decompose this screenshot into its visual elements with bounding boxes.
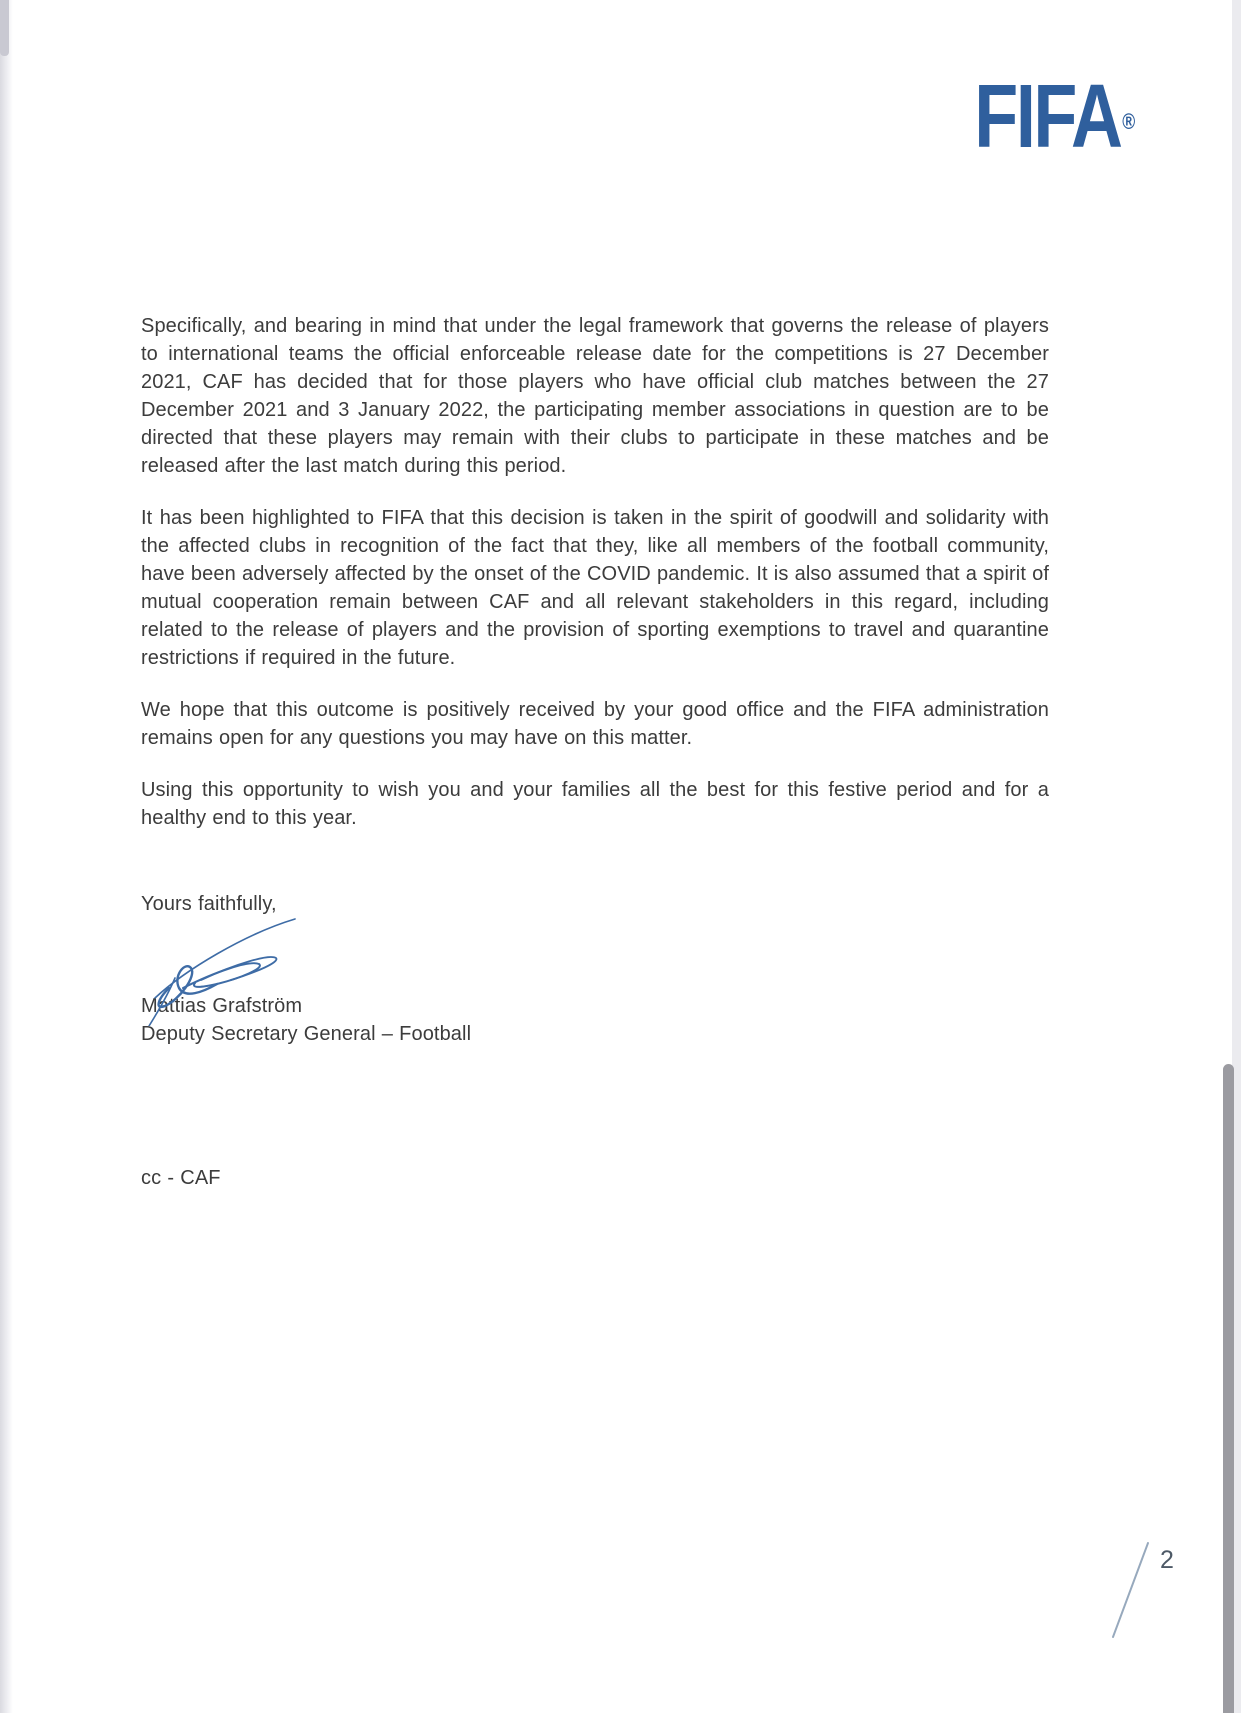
paragraph-goodwill-solidarity: It has been highlighted to FIFA that this decision is taken in the spirit of goodwill and solidarity with the affected clubs in recognition of the fact that they, like all members of the football community, have been adversely affected by the onset of the COVID pandemic. It is also assumed that a spirit of mutual cooperation remain between CAF and all relevant stakeholders in this regard, including related to the release of players and the provision of sporting exemptions to travel and quarantine restrictions if required in the future.: [141, 507, 1050, 669]
page-number-group: [1108, 1538, 1198, 1642]
signatory-title: Deputy Secretary General – Football: [141, 1023, 472, 1045]
vertical-scrollbar-thumb[interactable]: [1223, 1064, 1234, 1713]
closing-salutation: Yours faithfully,: [141, 893, 277, 915]
registered-trademark-icon: ®: [1122, 109, 1135, 134]
signature-icon: [145, 914, 315, 1026]
left-scrollbar-thumb[interactable]: [0, 0, 9, 56]
cc-line: cc - CAF: [141, 1167, 221, 1189]
page-left-edge-shadow: [0, 0, 13, 1713]
page-number-slash-icon: [1108, 1538, 1152, 1642]
paragraph-festive-wishes: Using this opportunity to wish you and your families all the best for this festive period and for a healthy end to this year.: [141, 779, 1049, 829]
fifa-logo-text: FIFA: [974, 67, 1121, 167]
page-number: 2: [1160, 1546, 1174, 1574]
fifa-logo: [974, 67, 1135, 167]
paragraph-outcome: We hope that this outcome is positively received by your good office and the FIFA administration remains open for any questions you may have on this matter.: [141, 699, 1049, 749]
paragraph-release-decision: Specifically, and bearing in mind that under the legal framework that governs the release of players to international teams the official enforceable release date for the competitions is 27 December 2021, CAF has decided that for those players who have official club matches between the 27 December 2021 and 3 January 2022, the participating member associations in question are to be directed that these players may remain with their clubs to participate in these matches and be released after the last match during this period.: [141, 315, 1049, 477]
letter-body: [141, 312, 1049, 1192]
handwritten-signature: [145, 914, 1049, 1002]
signatory-name: Mattias Grafström: [141, 995, 303, 1017]
